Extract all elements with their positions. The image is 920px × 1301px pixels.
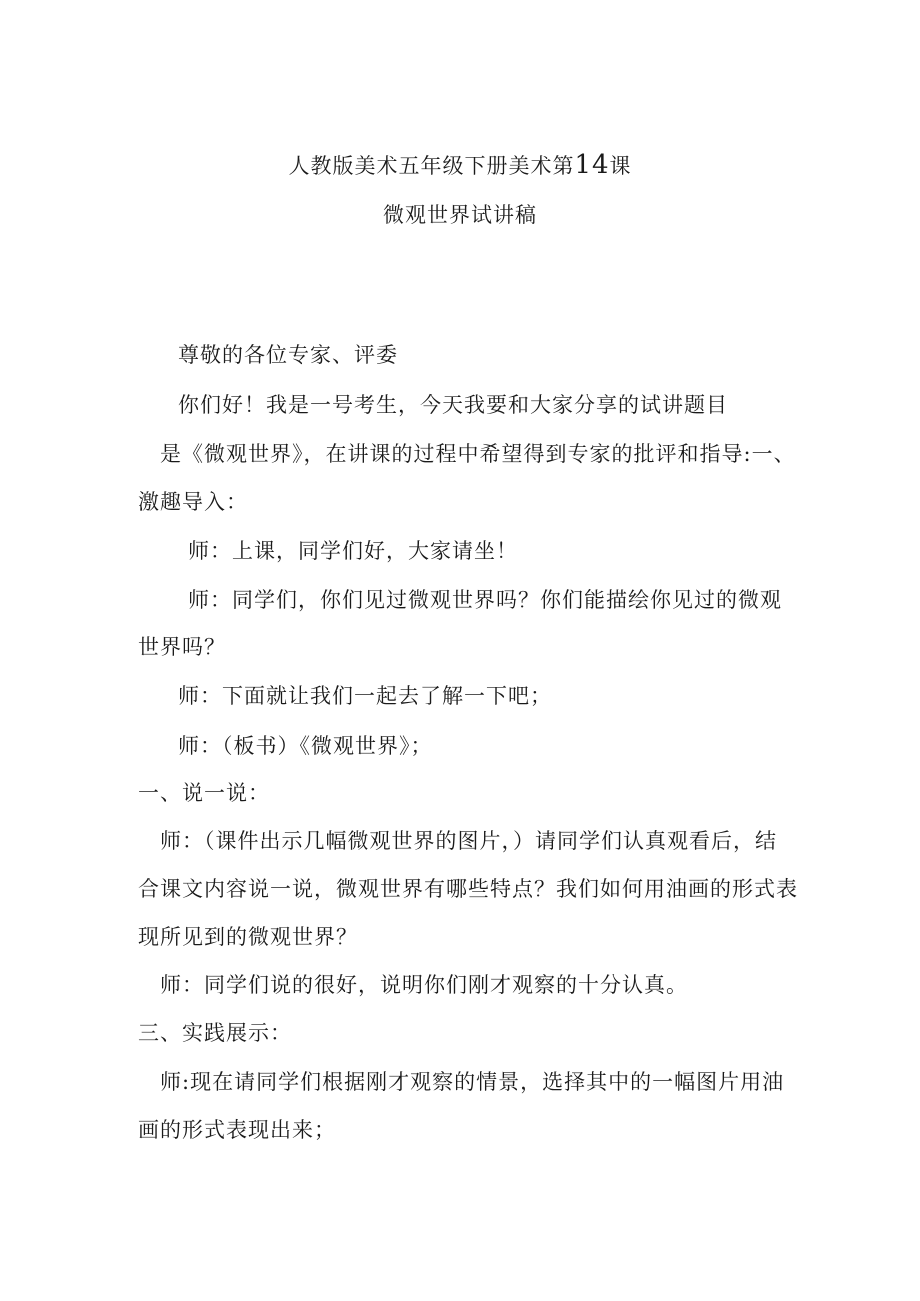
paragraph-line: 激趣导入： xyxy=(138,490,248,514)
paragraph-line: 师：（板书）《微观世界》； xyxy=(178,734,433,758)
paragraph-line: 画的形式表现出来； xyxy=(138,1118,336,1142)
paragraph-line: 合课文内容说一说，微观世界有哪些特点？我们如何用油画的形式表 xyxy=(138,877,798,901)
paragraph-line: 是《微观世界》，在讲课的过程中希望得到专家的批评和指导:一、 xyxy=(160,442,796,466)
document-title xyxy=(0,152,920,179)
paragraph-line: 你们好！我是一号考生，今天我要和大家分享的试讲题目 xyxy=(178,393,728,417)
paragraph-line: 师：上课，同学们好，大家请坐！ xyxy=(188,539,518,563)
paragraph-line: 师：同学们，你们见过微观世界吗？你们能描绘你见过的微观 xyxy=(188,588,782,612)
paragraph-line: 世界吗？ xyxy=(138,635,226,659)
paragraph-line: 师：下面就让我们一起去了解一下吧； xyxy=(178,684,552,708)
section-heading: 三、实践展示： xyxy=(138,1021,292,1045)
title-suffix: 课 xyxy=(609,154,632,178)
paragraph-line: 师:现在请同学们根据刚才观察的情景，选择其中的一幅图片用油 xyxy=(160,1070,785,1094)
paragraph-line: 现所见到的微观世界？ xyxy=(138,925,358,949)
paragraph-line: 师：同学们说的很好，说明你们刚才观察的十分认真。 xyxy=(160,973,688,997)
title-text: 人教版美术五年级下册美术第 xyxy=(288,154,575,178)
section-heading: 一、说一说： xyxy=(138,781,270,805)
paragraph-line: 师：（课件出示几幅微观世界的图片，）请同学们认真观看后，结 xyxy=(160,829,777,853)
document-subtitle: 微观世界试讲稿 xyxy=(383,203,537,227)
title-lesson-number: 14 xyxy=(574,150,610,180)
paragraph-line: 尊敬的各位专家、评委 xyxy=(178,343,398,367)
